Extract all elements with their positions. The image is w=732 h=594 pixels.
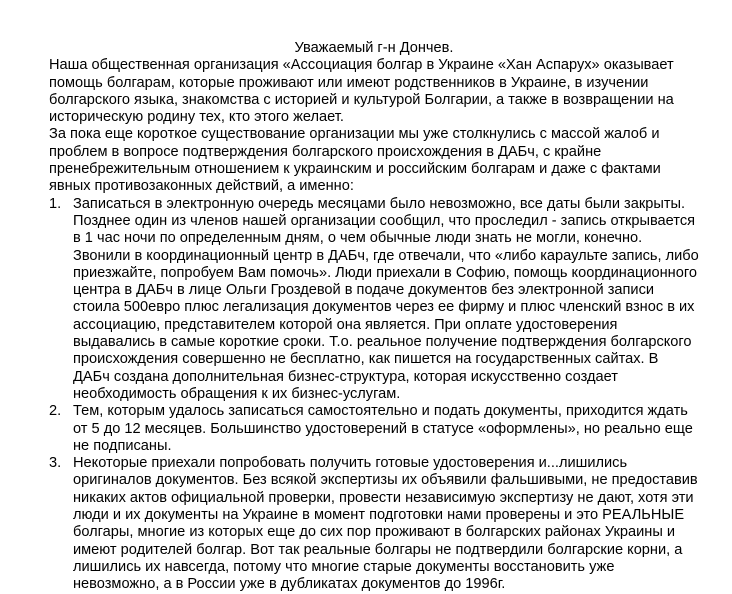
paragraph-complaints: За пока еще короткое существование организации мы уже столкнулись с массой жалоб и проблем в вопросе подтверждения болгарского происхождения в ДАБч, с крайне пренебрежительным отношением к украинским и российским болгарам и даже с фактами явных противозаконных действий, а именно: [49, 126, 661, 195]
list-item [49, 403, 699, 455]
letter-document [49, 40, 699, 594]
list-item-text: Тем, которым удалось записаться самостоятельно и подать документы, приходится ждать от 5 до 12 месяцев. Большинство удостоверений в статусе «оформлены», но реально еще не подписаны. [73, 403, 693, 454]
list-item [49, 196, 699, 404]
list-item-number: 1. [49, 195, 62, 212]
greeting-line: Уважаемый г-н Дончев. [294, 40, 454, 56]
list-item-text: Записаться в электронную очередь месяцами было невозможно, все даты были закрыты. Позднее один из членов нашей организации сообщил, что проследил - запись открывается в 1 час ночи по определенным дням, о чем обычные люди знать не могли, конечно. Звонили в координационный центр в ДАБч, где отвечали, что «либо караульте запись, либо приезжайте, попробуем Вам помочь». Люди приехали в Софию, помощь координационного центра в ДАБч в лице Ольги Гроздевой в подаче документов без электронной записи стоила 500евро плюс легализация документов через ее фирму и плюс членский взнос в их ассоциацию, представителем которой она является. При оплате удостоверения выдавались в самые короткие сроки. Т.о. реальное получение подтверждения болгарского происхождения совершенно не бесплатно, как пишется на государственных сайтах. В ДАБч создана дополнительная бизнес-структура, которая искусственно создает необходимость обращения к их бизнес-услугам. [73, 195, 699, 402]
list-item-number: 3. [49, 455, 62, 472]
list-item-text: Некоторые приехали попробовать получить готовые удостоверения и...лишились оригиналов документов. Без всякой экспертизы их объявили фальшивыми, не предоставив никаких актов официальной проверки, провести независимую экспертизу не дают, хотя эти люди и их документы на Украине в момент подготовки нами проверены и это РЕАЛЬНЫЕ болгары, многие из которых еще до сих пор проживают в болгарских районах Украины и имеют родителей болгар. Вот так реальные болгары не подтвердили болгарские корни, а лишились их навсегда, потому что многие старые документы восстановить уже невозможно, а в России уже в дубликатах документов до 1996г. [73, 455, 698, 593]
list-item-number: 2. [49, 403, 62, 420]
list-item [49, 455, 699, 593]
paragraph-intro: Наша общественная организация «Ассоциация болгар в Украине «Хан Аспарух» оказывает помощь болгарам, которые проживают или имеют родственников в Украине, в изучении болгарского языка, знакомства с историей и культурой Болгарии, а также в возвращении на историческую родину тех, кто этого желает. [49, 57, 674, 126]
complaint-list [49, 196, 699, 594]
